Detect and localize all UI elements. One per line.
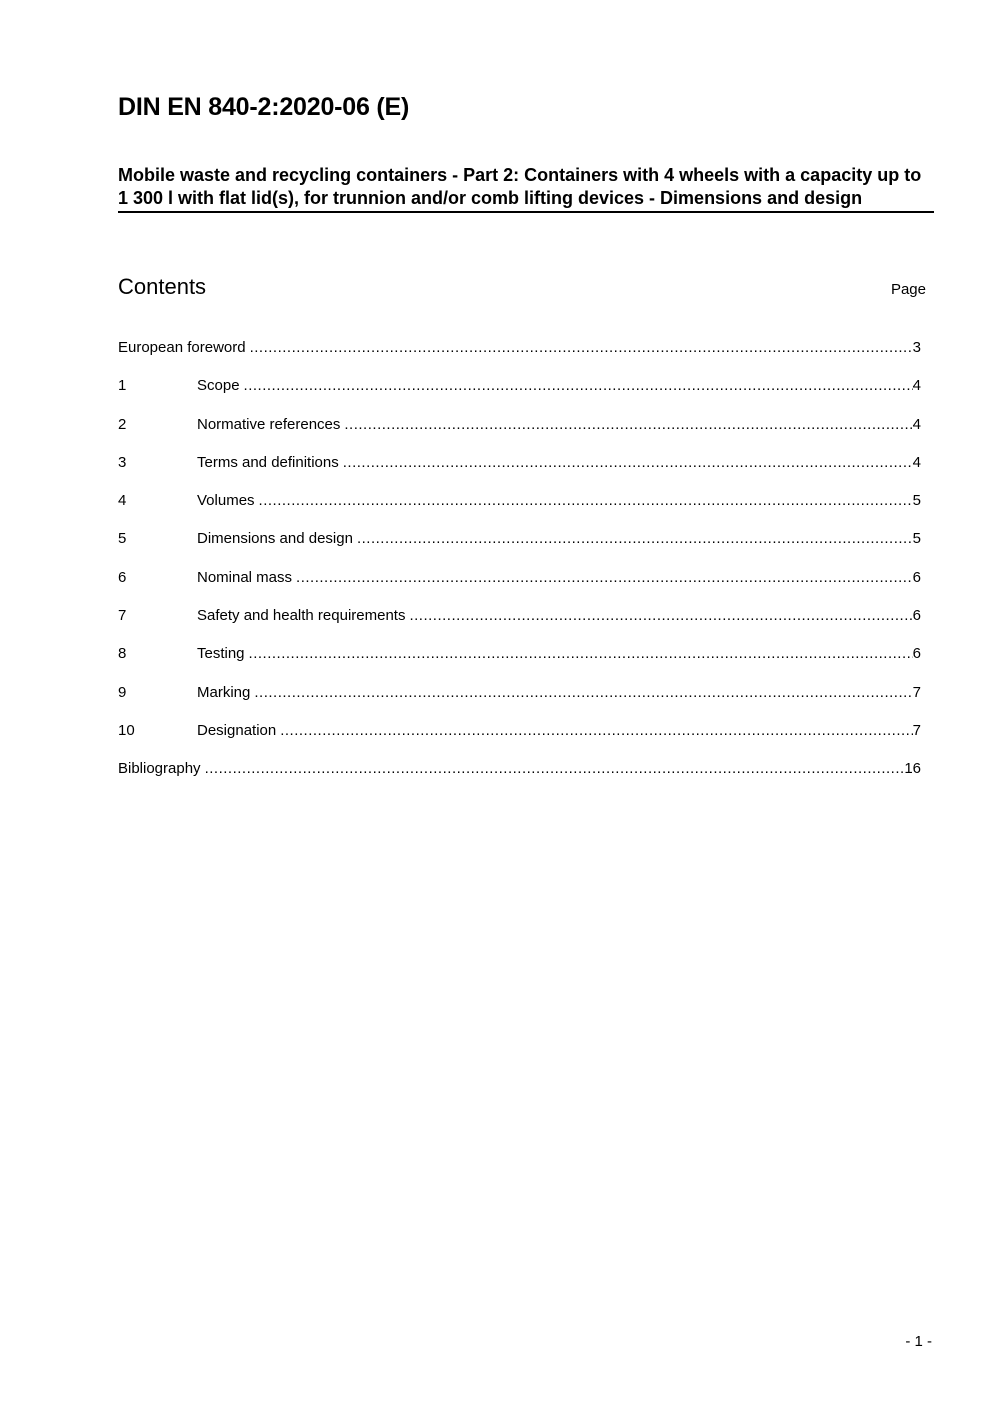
toc-entry-1[interactable] <box>118 376 921 414</box>
toc-entry-page: 4 <box>912 453 921 471</box>
toc-leader-dots <box>296 568 913 588</box>
toc-leader-dots <box>259 491 913 511</box>
toc-entry-3[interactable] <box>118 453 921 491</box>
toc-entry-page: 5 <box>912 530 921 548</box>
toc-entry-page: 6 <box>912 568 921 586</box>
toc-leader-dots <box>249 644 913 664</box>
toc-entry-title: Bibliography <box>118 760 201 778</box>
toc-entry-foreword[interactable] <box>118 338 921 376</box>
toc-entry-page: 7 <box>912 721 921 739</box>
toc-entry-number: 3 <box>118 453 127 471</box>
toc-entry-number: 7 <box>118 607 127 625</box>
toc-entry-9[interactable] <box>118 683 921 721</box>
toc-entry-number: 5 <box>118 530 127 548</box>
toc-entry-title: Marking <box>197 683 251 701</box>
toc-entry-page: 4 <box>912 415 921 433</box>
page-column-heading: Page <box>890 281 926 298</box>
toc-entry-number: 9 <box>118 683 127 701</box>
footer-page-number: - 1 - <box>905 1333 932 1350</box>
toc-entry-page: 16 <box>904 760 921 778</box>
toc-entry-4[interactable] <box>118 491 921 529</box>
toc-entry-title: Designation <box>197 721 277 739</box>
toc-leader-dots <box>254 683 912 703</box>
toc-entry-number: 1 <box>118 377 127 395</box>
toc-entry-5[interactable] <box>118 529 921 567</box>
contents-heading: Contents <box>118 274 207 299</box>
toc-entry-number: 10 <box>118 721 135 739</box>
toc-entry-title: Safety and health requirements <box>197 607 406 625</box>
toc-entry-title: Normative references <box>197 415 341 433</box>
toc-entry-number: 2 <box>118 415 127 433</box>
toc-leader-dots <box>280 721 912 741</box>
toc-entry-title: Dimensions and design <box>197 530 353 548</box>
toc-entry-page: 5 <box>912 492 921 510</box>
toc-entry-6[interactable] <box>118 568 921 606</box>
toc-entry-8[interactable] <box>118 644 921 682</box>
toc-entry-bibliography[interactable] <box>118 759 921 797</box>
document-id: DIN EN 840-2:2020-06 (E) <box>118 93 410 121</box>
table-of-contents <box>118 338 921 798</box>
toc-entry-title: European foreword <box>118 339 246 356</box>
toc-entry-2[interactable] <box>118 415 921 453</box>
toc-entry-page: 6 <box>912 607 921 625</box>
toc-entry-page: 7 <box>912 683 921 701</box>
toc-leader-dots <box>343 453 913 473</box>
toc-leader-dots <box>409 606 912 626</box>
toc-leader-dots <box>250 338 913 358</box>
toc-entry-10[interactable] <box>118 721 921 759</box>
toc-entry-page: 3 <box>912 339 921 356</box>
toc-entry-title: Scope <box>197 377 240 395</box>
toc-leader-dots <box>205 759 905 779</box>
toc-entry-page: 4 <box>912 377 921 395</box>
toc-entry-title: Nominal mass <box>197 568 293 586</box>
toc-entry-number: 8 <box>118 645 127 663</box>
toc-entry-number: 4 <box>118 492 127 510</box>
toc-entry-7[interactable] <box>118 606 921 644</box>
toc-entry-title: Testing <box>197 645 245 663</box>
toc-entry-number: 6 <box>118 568 127 586</box>
toc-leader-dots <box>244 376 913 396</box>
toc-entry-title: Terms and definitions <box>197 453 339 471</box>
toc-entry-title: Volumes <box>197 492 255 510</box>
document-title: Mobile waste and recycling containers - Part 2: Containers with 4 wheels with a capacity up to 1 300 l with flat lid(s), for trunnion and/or comb lifting devices - Dimensions and design <box>118 164 934 213</box>
toc-entry-page: 6 <box>912 645 921 663</box>
toc-leader-dots <box>344 415 912 435</box>
toc-leader-dots <box>357 529 913 549</box>
